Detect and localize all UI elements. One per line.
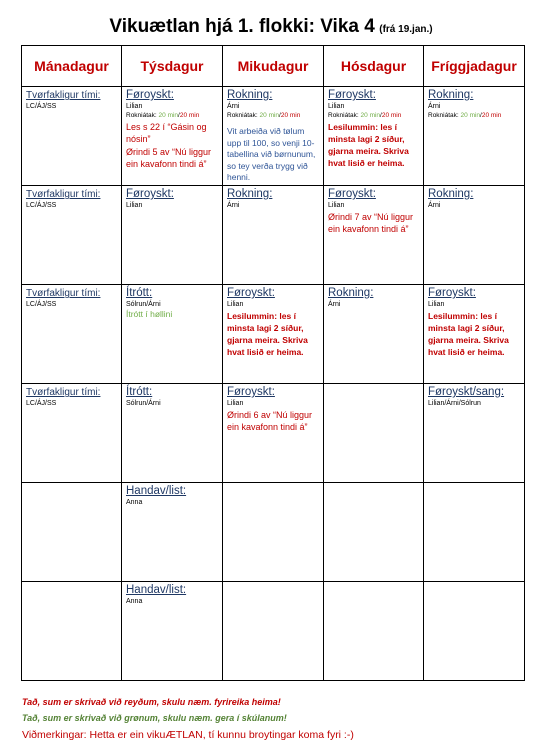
title-date: (frá 19.jan.) [379, 24, 433, 35]
schedule-cell [122, 384, 223, 483]
schedule-cell [424, 582, 525, 681]
rokniatak-g: 20 min [360, 112, 381, 119]
rokniatak-g: 20 min [460, 112, 481, 119]
homework-note: Ørindi 7 av “Nú liggur ein kavafonn tindi á” [328, 212, 414, 234]
reading-homework-note: Lesilummin: les í minsta lagi 2 síður, gjarna meira. Skriva hvat lisið er heima. [428, 311, 509, 357]
teacher-name: Lilian [126, 202, 143, 209]
subject-label: Rokning: [428, 89, 474, 101]
subject-label: Tvørfakligur tími: [26, 90, 101, 101]
rokniatak-r: 20 min [179, 112, 200, 119]
schedule-cell [223, 285, 324, 384]
rokniatak-label: Rokniátak: [428, 112, 461, 119]
schedule-cell [223, 384, 324, 483]
rokniatak-g: 20 min [259, 112, 280, 119]
rokniatak-sep: / [279, 112, 281, 119]
schedule-row [22, 186, 525, 285]
info-note: Vit arbeiða við tølum upp til 100, so venji 10-tabellina við børnunum, so tey verða trygg við henni. [227, 126, 316, 182]
reading-homework-note: Lesilummin: les í minsta lagi 2 síður, gjarna meira. Skriva hvat lisið er heima. [328, 122, 409, 168]
schedule-cell [22, 87, 122, 186]
schedule-cell [424, 384, 525, 483]
schedule-table [21, 45, 525, 681]
teacher-name: LC/ÁJ/SS [26, 400, 57, 407]
reading-homework-note: Lesilummin: les í minsta lagi 2 síður, gjarna meira. Skriva hvat lisið er heima. [227, 311, 308, 357]
title-main: Vikuætlan hjá 1. flokki: Vika 4 [109, 16, 375, 37]
schedule-cell [122, 186, 223, 285]
schedule-cell [22, 285, 122, 384]
footer-red-note: Tað, sum er skrivað við reyðum, skulu næm. fyrireika heima! [22, 697, 281, 707]
rokniatak-line [126, 111, 218, 120]
schedule-row [22, 384, 525, 483]
teacher-name: LC/ÁJ/SS [26, 301, 57, 308]
rokniatak-label: Rokniátak: [227, 112, 260, 119]
teacher-name: Sólrun/Árni [126, 301, 161, 308]
footer-green-note: Tað, sum er skrivað við grønum, skulu næm. gera í skúlanum! [22, 713, 287, 723]
subject-label: Føroyskt: [328, 89, 376, 101]
rokniatak-line [328, 111, 419, 120]
teacher-name: Lilian [428, 301, 445, 308]
schedule-row [22, 483, 525, 582]
teacher-name: LC/ÁJ/SS [26, 202, 57, 209]
teacher-name: Árni [328, 301, 341, 308]
schedule-cell [324, 384, 424, 483]
footer-remark: Viðmerkingar: Hetta er ein vikuÆTLAN, tí kunnu broytingar koma fyri :-) [22, 729, 354, 741]
schedule-cell [324, 87, 424, 186]
schedule-cell [223, 87, 324, 186]
teacher-name: Anna [126, 598, 143, 605]
homework-note: Les s 22 í “Gásin og nósin” [126, 122, 207, 144]
schedule-cell [223, 582, 324, 681]
schedule-cell [324, 483, 424, 582]
homework-note: Ørindi 5 av “Nú liggur ein kavafonn tindi á” [126, 147, 212, 169]
schedule-cell [22, 483, 122, 582]
schedule-cell [424, 483, 525, 582]
subject-label: Rokning: [428, 188, 474, 200]
teacher-name: Lilian [328, 103, 345, 110]
day-header: Mikudagur [223, 46, 324, 87]
schedule-cell [223, 483, 324, 582]
subject-label: Handav/list: [126, 485, 187, 497]
day-header-row [22, 46, 525, 87]
teacher-name: Lilian/Árni/Sólrun [428, 400, 481, 407]
teacher-name: Sólrun/Árni [126, 400, 161, 407]
rokniatak-label: Rokniátak: [328, 112, 361, 119]
teacher-name: Árni [227, 202, 240, 209]
subject-label: Ítrótt: [126, 386, 153, 398]
teacher-name: Árni [227, 103, 240, 110]
schedule-cell [22, 186, 122, 285]
homework-note: Ørindi 6 av “Nú liggur ein kavafonn tindi á” [227, 410, 313, 432]
schedule-row [22, 582, 525, 681]
rokniatak-sep: / [380, 112, 382, 119]
schedule-cell [122, 483, 223, 582]
day-header: Hósdagur [324, 46, 424, 87]
day-header: Týsdagur [122, 46, 223, 87]
schedule-row [22, 87, 525, 186]
subject-label: Handav/list: [126, 584, 187, 596]
rokniatak-g: 20 min [158, 112, 179, 119]
schedule-cell [424, 87, 525, 186]
teacher-name: Árni [428, 103, 441, 110]
subject-label: Tvørfakligur tími: [26, 387, 101, 398]
schedule-cell [324, 186, 424, 285]
schedule-cell [324, 582, 424, 681]
schedule-cell [424, 186, 525, 285]
rokniatak-label: Rokniátak: [126, 112, 159, 119]
rokniatak-r: 20 min [481, 112, 502, 119]
schedule-cell [22, 582, 122, 681]
schedule-cell [122, 582, 223, 681]
subject-label: Føroyskt: [227, 386, 275, 398]
subject-label: Ítrótt: [126, 287, 153, 299]
subject-label: Føroyskt: [428, 287, 476, 299]
schedule-cell [122, 87, 223, 186]
day-header: Mánadagur [22, 46, 122, 87]
schedule-cell [122, 285, 223, 384]
rokniatak-line [227, 111, 319, 120]
schedule-body [22, 87, 525, 681]
rokniatak-sep: / [480, 112, 482, 119]
teacher-name: Anna [126, 499, 143, 506]
page-title [0, 16, 542, 38]
subject-label: Føroyskt: [126, 188, 174, 200]
classwork-note: Ítrótt í høllini [126, 309, 173, 319]
subject-label: Føroyskt: [126, 89, 174, 101]
subject-label: Rokning: [227, 89, 273, 101]
rokniatak-r: 20 min [381, 112, 402, 119]
subject-label: Rokning: [227, 188, 273, 200]
teacher-name: LC/ÁJ/SS [26, 103, 57, 110]
schedule-row [22, 285, 525, 384]
teacher-name: Lilian [227, 400, 244, 407]
subject-label: Føroyskt: [328, 188, 376, 200]
subject-label: Tvørfakligur tími: [26, 288, 101, 299]
schedule-cell [424, 285, 525, 384]
rokniatak-line [428, 111, 520, 120]
subject-label: Føroyskt/sang: [428, 386, 505, 398]
schedule-cell [324, 285, 424, 384]
subject-label: Tvørfakligur tími: [26, 189, 101, 200]
rokniatak-sep: / [178, 112, 180, 119]
teacher-name: Lilian [227, 301, 244, 308]
schedule-cell [22, 384, 122, 483]
rokniatak-r: 20 min [280, 112, 301, 119]
schedule-cell [223, 186, 324, 285]
teacher-name: Lilian [328, 202, 345, 209]
subject-label: Føroyskt: [227, 287, 275, 299]
day-header: Fríggjadagur [424, 46, 525, 87]
teacher-name: Lilian [126, 103, 143, 110]
teacher-name: Árni [428, 202, 441, 209]
subject-label: Rokning: [328, 287, 374, 299]
